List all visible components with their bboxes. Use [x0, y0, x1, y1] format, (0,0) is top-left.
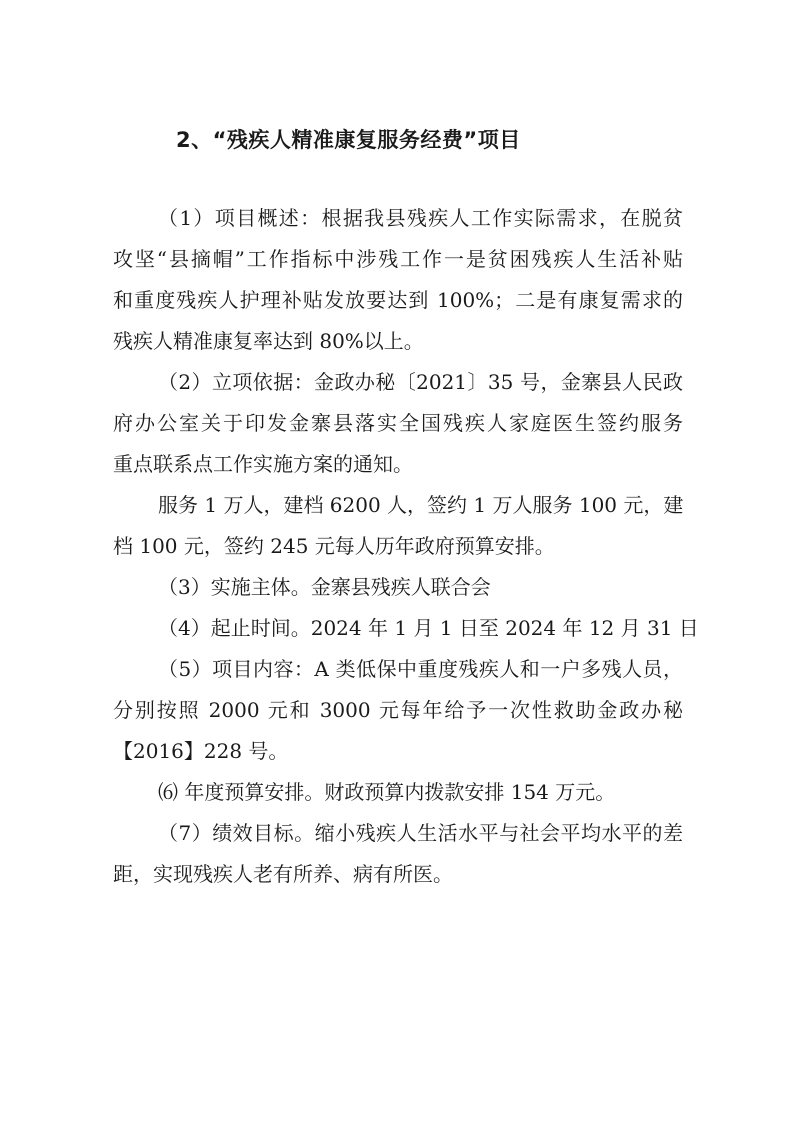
overview-line-2: 攻坚“县摘帽”工作指标中涉残工作一是贫困残疾人生活补贴 — [113, 247, 683, 271]
overview-line-3: 和重度残疾人护理补贴发放要达到 100%；二是有康复需求的 — [113, 288, 683, 312]
implementer-line: （3）实施主体。金寨县残疾人联合会 — [158, 575, 491, 599]
basis-line-2: 府办公室关于印发金寨县落实全国残疾人家庭医生签约服务 — [113, 411, 683, 435]
service-line-1: 服务 1 万人，建档 6200 人，签约 1 万人服务 100 元，建 — [158, 493, 684, 517]
content-line-1: （5）项目内容：A 类低保中重度残疾人和一户多残人员， — [158, 657, 683, 681]
section-heading: 2、“残疾人精准康复服务经费”项目 — [176, 128, 521, 152]
basis-line-3: 重点联系点工作实施方案的通知。 — [113, 452, 413, 476]
goal-line-2: 距，实现残疾人老有所养、病有所医。 — [113, 862, 453, 886]
period-line: （4）起止时间。2024 年 1 月 1 日至 2024 年 12 月 31 日 — [158, 616, 699, 640]
service-line-2: 档 100 元，签约 245 元每人历年政府预算安排。 — [113, 534, 555, 558]
content-line-2: 分别按照 2000 元和 3000 元每年给予一次性救助金政办秘 — [113, 698, 683, 722]
overview-line-1: （1）项目概述：根据我县残疾人工作实际需求，在脱贫 — [158, 206, 683, 230]
overview-line-4: 残疾人精准康复率达到 80%以上。 — [113, 329, 424, 353]
basis-line-1: （2）立项依据：金政办秘〔2021〕35 号，金寨县人民政 — [158, 370, 683, 394]
budget-line: ⑹ 年度预算安排。财政预算内拨款安排 154 万元。 — [158, 780, 616, 804]
content-line-3: 【2016】228 号。 — [113, 739, 289, 763]
goal-line-1: （7）绩效目标。缩小残疾人生活水平与社会平均水平的差 — [158, 821, 683, 845]
